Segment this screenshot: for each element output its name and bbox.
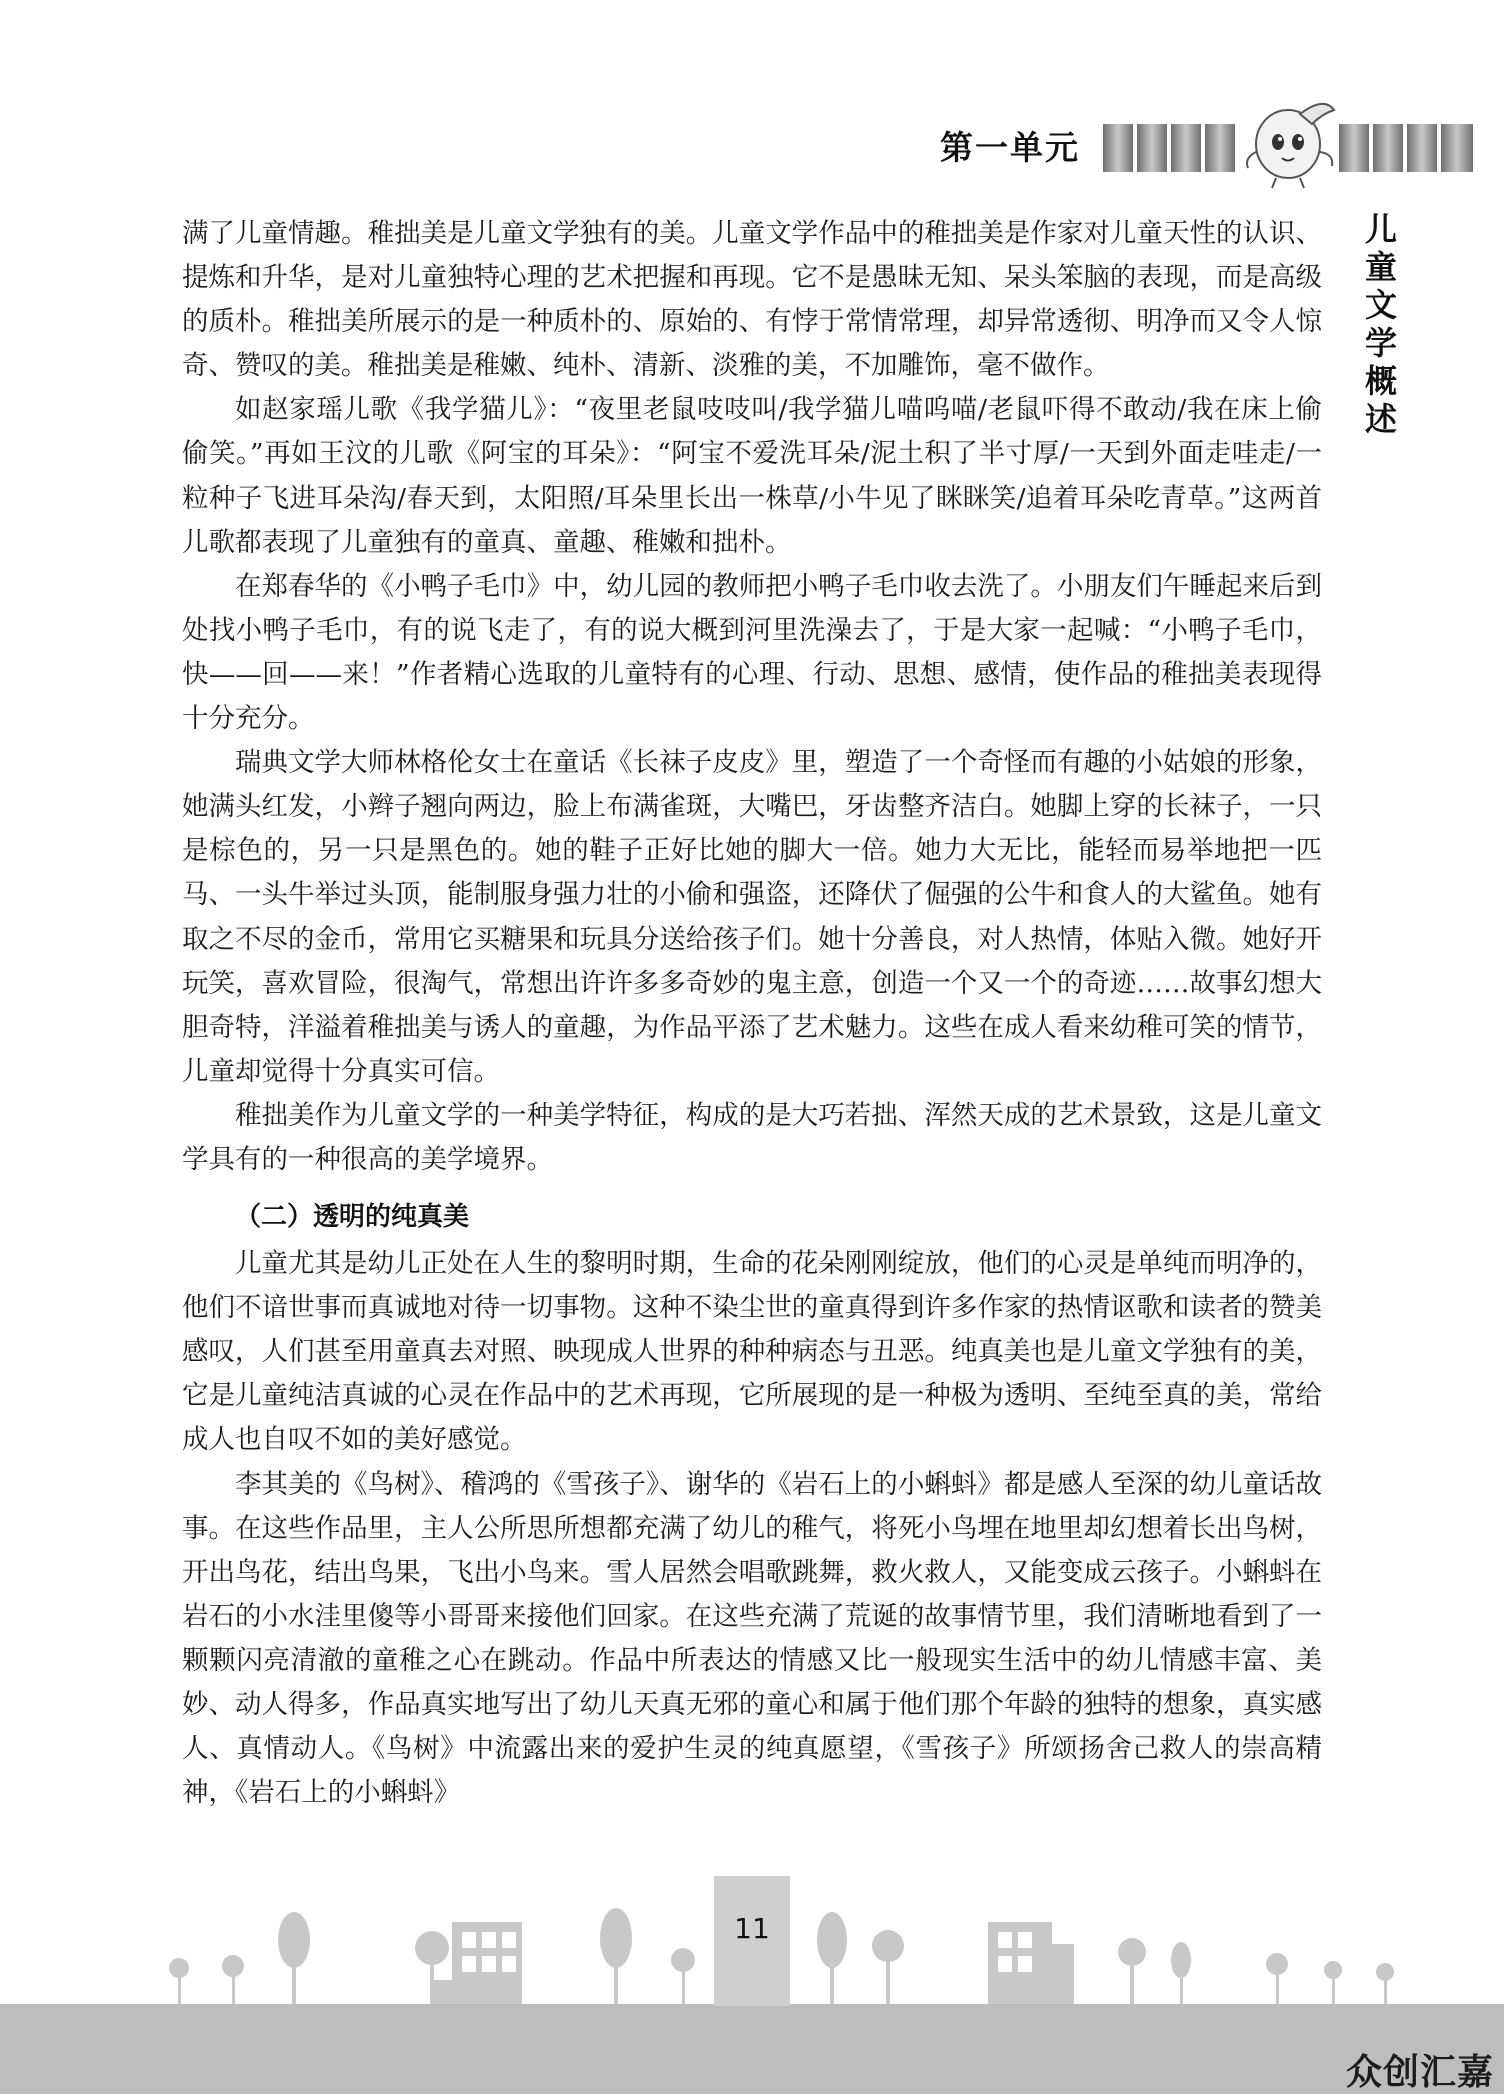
watermark-logo: 众创汇嘉 (1346, 2052, 1495, 2093)
paragraph-duck-towel: 在郑春华的《小鸭子毛巾》中，幼儿园的教师把小鸭子毛巾收去洗了。小朋友们午睡起来后到处找小鸭子毛巾，有的说飞走了，有的说大概到河里洗澡去了，于是大家一起喊：“小鸭子毛巾，快——回——来！”作者精心选取的儿童特有的心理、行动、思想、感情，使作品的稚拙美表现得十分充分。 (182, 570, 1322, 735)
main-content (182, 212, 1322, 1815)
paragraph-pippi: 瑞典文学大师林格伦女士在童话《长袜子皮皮》里，塑造了一个奇怪而有趣的小姑娘的形象，她满头红发，小辫子翘向两边，脸上布满雀斑，大嘴巴，牙齿整齐洁白。她脚上穿的长袜子，一只是棕色的，另一只是黑色的。她的鞋子正好比她的脚大一倍。她力大无比，能轻而易举地把一匹马、一头牛举过头顶，能制服身强力壮的小偷和强盗，还降伏了倔强的公牛和食人的大鲨鱼。她有取之不尽的金币，常用它买糖果和玩具分送给孩子们。她十分善良，对人热情，体贴入微。她好开玩笑，喜欢冒险，很淘气，常想出许许多多奇妙的鬼主意，创造一个又一个的奇迹……故事幻想大胆奇特，洋溢着稚拙美与诱人的童趣，为作品平添了艺术魅力。这些在成人看来幼稚可笑的情节，儿童却觉得十分真实可信。 (182, 747, 1322, 1087)
paragraph-nursery-rhymes: 如赵家瑶儿歌《我学猫儿》：“夜里老鼠吱吱叫/我学猫儿喵呜喵/老鼠吓得不敢动/我在床上偷偷笑。”再如王汶的儿歌《阿宝的耳朵》：“阿宝不爱洗耳朵/泥土积了半寸厚/一天到外面走哇走/一粒种子飞进耳朵沟/春天到，太阳照/耳朵里长出一株草/小牛见了眯眯笑/追着耳朵吃青草。”这两首儿歌都表现了儿童独有的童真、童趣、稚嫩和拙朴。 (182, 394, 1322, 558)
footer-cityscape (0, 1860, 1504, 2094)
paragraph-summary: 稚拙美作为儿童文学的一种美学特征，构成的是大巧若拙、浑然天成的艺术景致，这是儿童文学具有的一种很高的美学境界。 (182, 1099, 1322, 1175)
unit-title: 第一单元 (940, 128, 1080, 167)
page-number: 11 (734, 1912, 770, 1945)
mascot-illustration (1238, 92, 1348, 192)
section-heading: （二）透明的纯真美 (235, 1202, 470, 1233)
paragraph-continued: 满了儿童情趣。稚拙美是儿童文学独有的美。儿童文学作品中的稚拙美是作家对儿童天性的认识、提炼和升华，是对儿童独特心理的艺术把握和再现。它不是愚昧无知、呆头笨脑的表现，而是高级的质朴。稚拙美所展示的是一种质朴的、原始的、有悖于常情常理，却异常透彻、明净而又令人惊奇、赞叹的美。稚拙美是稚嫩、纯朴、清新、淡雅的美，不加雕饰，毫不做作。 (182, 218, 1322, 382)
paragraph-examples: 李其美的《鸟树》、稽鸿的《雪孩子》、谢华的《岩石上的小蝌蚪》都是感人至深的幼儿童话故事。在这些作品里，主人公所思所想都充满了幼儿的稚气，将死小鸟埋在地里却幻想着长出鸟树，开出鸟花，结出鸟果，飞出小鸟来。雪人居然会唱歌跳舞，救火救人，又能变成云孩子。小蝌蚪在岩石的小水洼里傻等小哥哥来接他们回家。在这些充满了荒诞的故事情节里，我们清晰地看到了一颗颗闪亮清澈的童稚之心在跳动。作品中所表达的情感又比一般现实生活中的幼儿情感丰富、美妙、动人得多，作品真实地写出了幼儿天真无邪的童心和属于他们那个年龄的独特的想象，真实感人、真情动人。《鸟树》中流露出来的爱护生灵的纯真愿望，《雪孩子》所颂扬舍己救人的崇高精神，《岩石上的小蝌蚪》 (182, 1468, 1322, 1809)
side-book-title: 儿童文学概述 (1360, 212, 1398, 440)
paragraph-innocence: 儿童尤其是幼儿正处在人生的黎明时期，生命的花朵刚刚绽放，他们的心灵是单纯而明净的，他们不谙世事而真诚地对待一切事物。这种不染尘世的童真得到许多作家的热情讴歌和读者的赞美感叹，人们甚至用童真去对照、映现成人世界的种种病态与丑恶。纯真美也是儿童文学独有的美，它是儿童纯洁真诚的心灵在作品中的艺术再现，它所展现的是一种极为透明、至纯至真的美，常给成人也自叹不如的美好感觉。 (182, 1248, 1322, 1456)
